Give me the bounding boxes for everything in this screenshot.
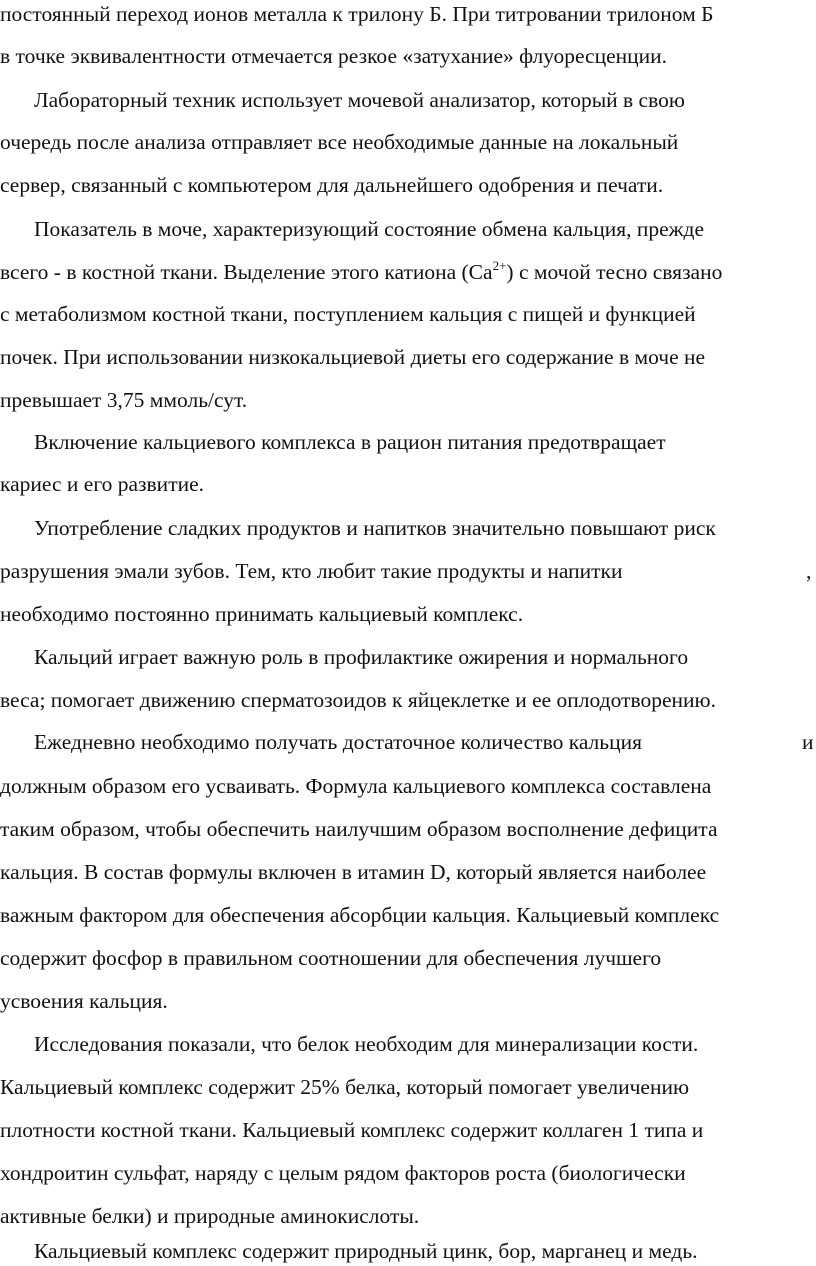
text-fragment: и [802,730,814,754]
text-line: содержит фосфор в правильном соотношении для обеспечения лучшего [0,946,662,970]
text-line: в точке эквивалентности отмечается резкое «затухание» флуоресценции. [0,44,668,68]
text-line: очередь после анализа отправляет все необходимые данные на локальный [0,130,679,154]
text-line: кальция. В состав формулы включен в итамин D, который является наиболее [0,860,707,884]
text-line: усвоения кальция. [0,989,168,1013]
text-line: таким образом, чтобы обеспечить наилучшим образом восполнение дефицита [0,817,718,841]
text-line: Кальций играет важную роль в профилактике ожирения и нормального [34,645,689,669]
text-line-with-superscript [0,258,722,286]
text-line: сервер, связанный с компьютером для дальнейшего одобрения и печати. [0,173,664,197]
text-segment: всего - в костной ткани. Выделение этого катиона (Ca [0,260,493,284]
text-line: с метаболизмом костной ткани, поступлением кальция с пищей и функцией [0,302,696,326]
text-segment: ) с мочой тесно связано [506,260,723,284]
text-line: Показатель в моче, характеризующий состояние обмена кальция, прежде [34,217,705,241]
text-line: важным фактором для обеспечения абсорбции кальция. Кальциевый комплекс [0,903,720,927]
text-line: Кальциевый комплекс содержит 25% белка, который помогает увеличению [0,1075,690,1099]
charge-superscript: 2+ [492,258,507,273]
text-line: кариес и его развитие. [0,472,205,496]
stray-comma: , [806,559,812,583]
text-line: Ежедневно необходимо получать достаточное количество кальция [34,730,642,754]
text-line: Лабораторный техник использует мочевой анализатор, который в свою [34,88,685,112]
text-line: Кальциевый комплекс содержит природный цинк, бор, марганец и медь. [34,1239,698,1263]
text-line: Употребление сладких продуктов и напитков значительно повышают риск [34,516,716,540]
text-line: необходимо постоянно принимать кальциевый комплекс. [0,602,524,626]
text-line: Исследования показали, что белок необходим для минерализации кости. [34,1032,699,1056]
text-line: активные белки) и природные аминокислоты. [0,1204,420,1228]
text-line: должным образом его усваивать. Формула кальциевого комплекса составлена [0,774,712,798]
text-line: хондроитин сульфат, наряду с целым рядом факторов роста (биологически [0,1161,686,1185]
text-line: разрушения эмали зубов. Тем, кто любит такие продукты и напитки [0,559,623,583]
text-line: почек. При использовании низкокальциевой диеты его содержание в моче не [0,345,706,369]
text-line: плотности костной ткани. Кальциевый комплекс содержит коллаген 1 типа и [0,1118,704,1142]
text-line: Включение кальциевого комплекса в рацион питания предотвращает [34,430,666,454]
text-line: постоянный переход ионов металла к трилону Б. При титровании трилоном Б [0,2,714,26]
text-line: превышает 3,75 ммоль/сут. [0,388,248,412]
text-line: веса; помогает движению сперматозоидов к яйцеклетке и ее оплодотворению. [0,688,716,712]
